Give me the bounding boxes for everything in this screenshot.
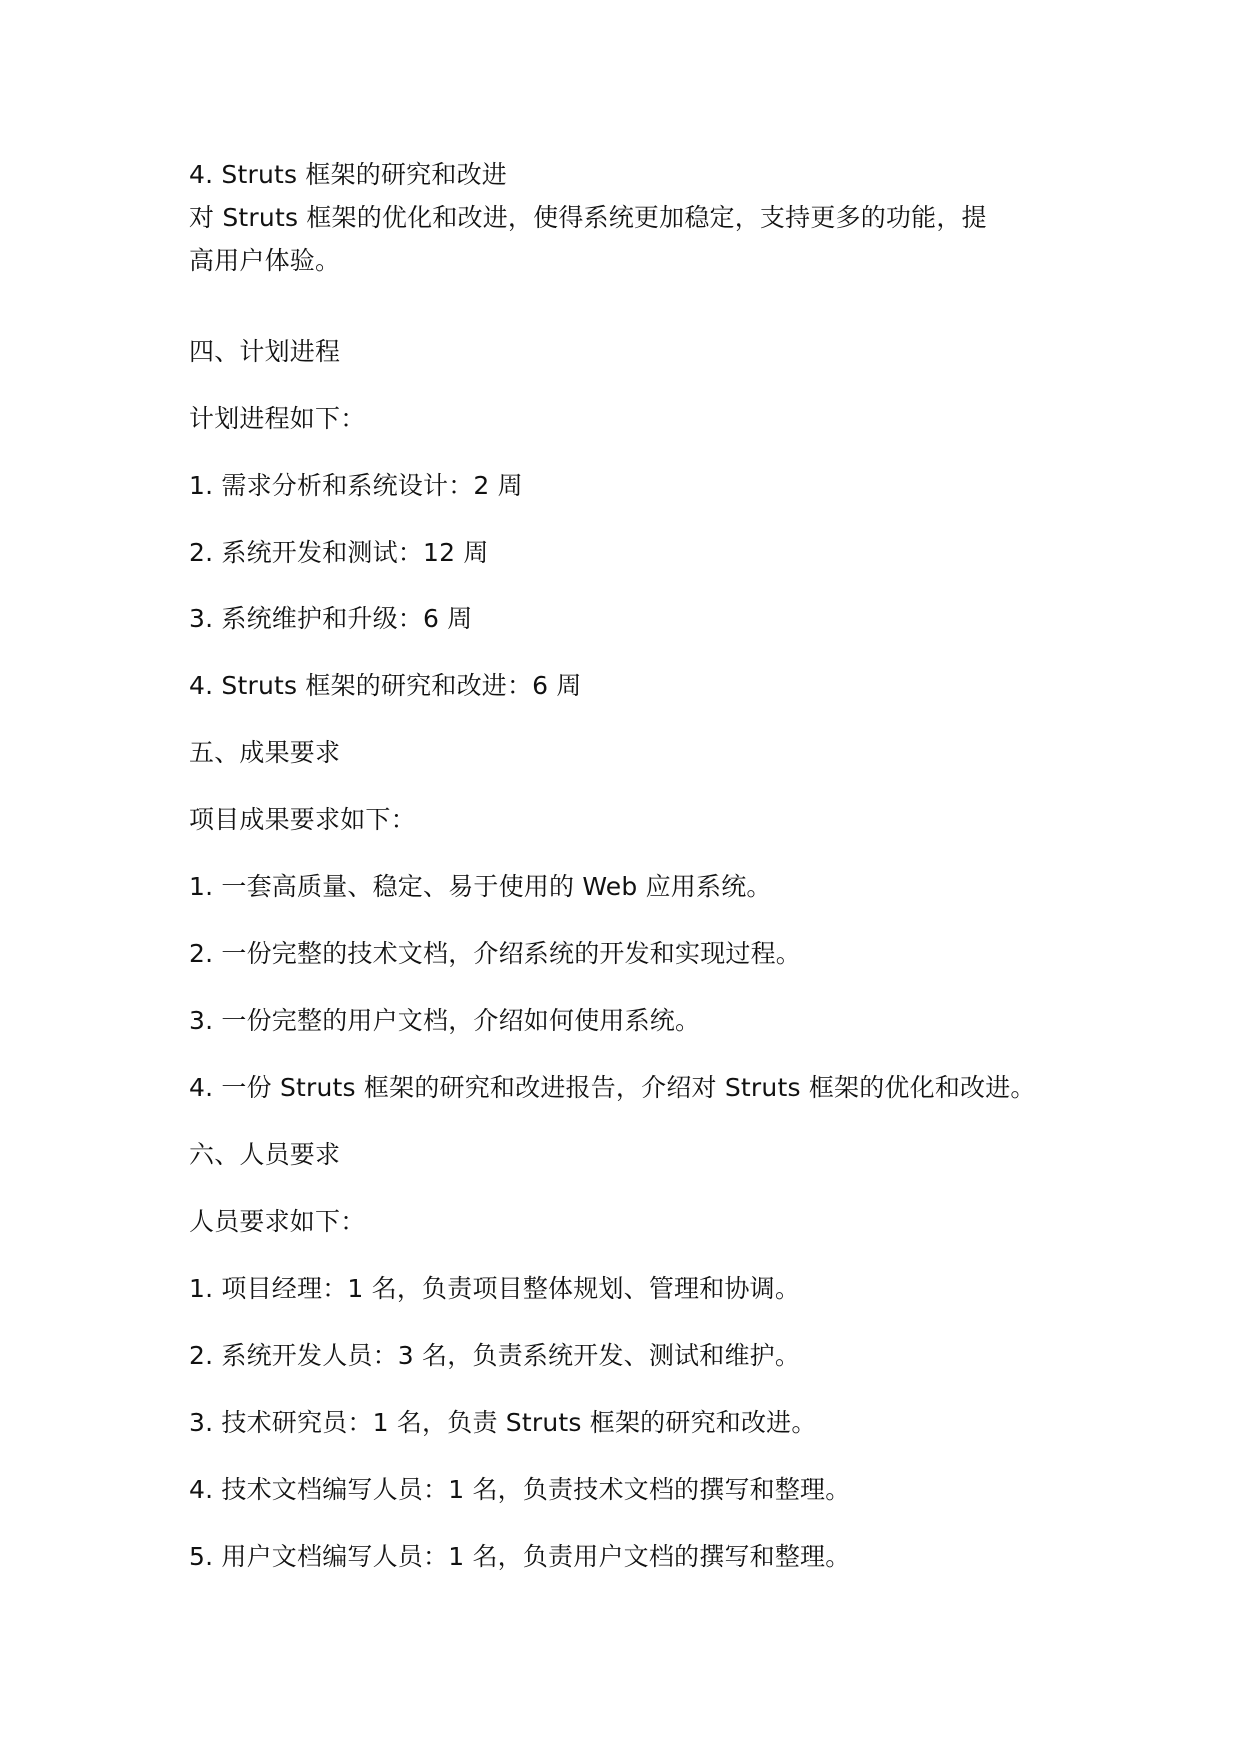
list-item: 1. 一套高质量、稳定、易于使用的 Web 应用系统。 <box>189 872 772 901</box>
list-item: 1. 项目经理：1 名，负责项目整体规划、管理和协调。 <box>189 1274 801 1303</box>
section-heading-staff: 六、人员要求 <box>189 1140 341 1169</box>
section-heading-plan: 四、计划进程 <box>189 337 341 366</box>
list-item: 2. 系统开发和测试：12 周 <box>189 538 489 567</box>
list-item: 1. 需求分析和系统设计：2 周 <box>189 471 523 500</box>
list-item: 3. 一份完整的用户文档，介绍如何使用系统。 <box>189 1006 701 1035</box>
section-heading-results: 五、成果要求 <box>189 738 341 767</box>
section-item-struts-research: 4. Struts 框架的研究和改进 <box>189 160 507 189</box>
paragraph-line: 对 Struts 框架的优化和改进，使得系统更加稳定，支持更多的功能，提 <box>189 203 987 232</box>
paragraph-line: 人员要求如下： <box>189 1207 366 1236</box>
list-item: 4. 一份 Struts 框架的研究和改进报告，介绍对 Struts 框架的优化和改进。 <box>189 1073 1036 1102</box>
list-item: 4. 技术文档编写人员：1 名，负责技术文档的撰写和整理。 <box>189 1475 851 1504</box>
list-item: 5. 用户文档编写人员：1 名，负责用户文档的撰写和整理。 <box>189 1542 851 1571</box>
list-item: 2. 一份完整的技术文档，介绍系统的开发和实现过程。 <box>189 939 802 968</box>
list-item: 3. 系统维护和升级：6 周 <box>189 604 473 633</box>
list-item: 3. 技术研究员：1 名，负责 Struts 框架的研究和改进。 <box>189 1408 817 1437</box>
paragraph-line: 高用户体验。 <box>189 246 341 275</box>
list-item: 4. Struts 框架的研究和改进：6 周 <box>189 671 582 700</box>
list-item: 2. 系统开发人员：3 名，负责系统开发、测试和维护。 <box>189 1341 801 1370</box>
paragraph-line: 计划进程如下： <box>189 404 366 433</box>
paragraph-line: 项目成果要求如下： <box>189 805 416 834</box>
